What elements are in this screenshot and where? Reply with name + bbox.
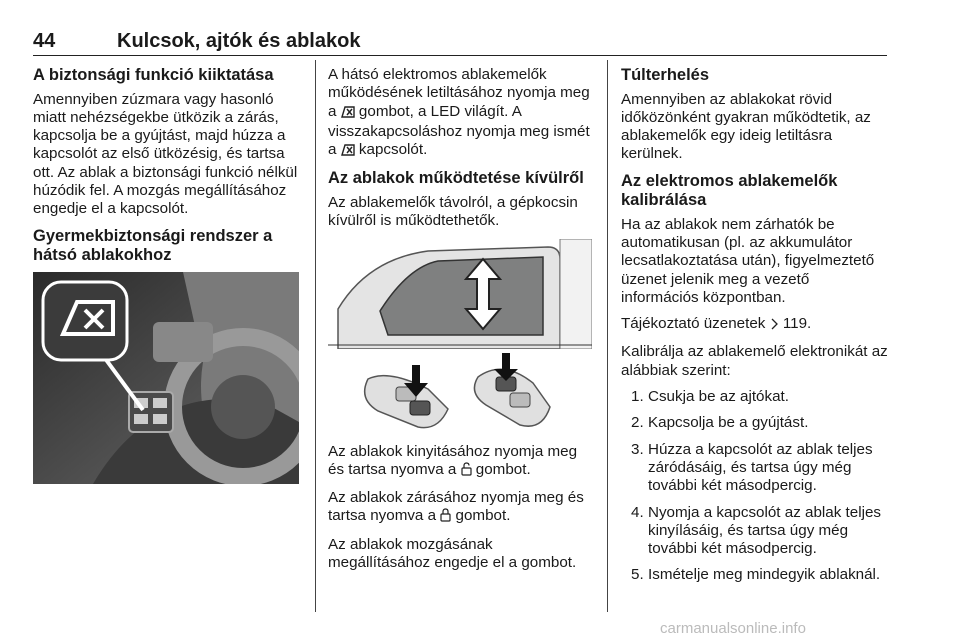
paragraph-close-windows — [328, 489, 593, 528]
column-left — [33, 66, 301, 484]
step-number: 4. — [631, 503, 644, 521]
step-text: Ismételje meg mindegyik ablaknál. — [648, 566, 881, 584]
column-divider-2 — [607, 60, 608, 612]
paragraph-child-lock — [328, 66, 593, 161]
car-window-illustration — [328, 239, 592, 349]
text-fragment: gombot. — [455, 507, 511, 525]
door-panel-photo — [33, 272, 299, 484]
text-fragment: Az ablakok zárásához nyomja meg és tartsa nyomva a — [328, 489, 584, 525]
text-fragment: Tájékoztató üzenetek — [621, 315, 766, 333]
text-fragment: Az ablakok kinyitásához nyomja meg és tartsa nyomva a — [328, 442, 578, 478]
column-divider-1 — [315, 60, 316, 612]
paragraph-overload: Amennyiben az ablakokat rövid időközönként gyakran működtetik, az ablakemelők egy ideig letiltásra kerülnek. — [621, 90, 871, 163]
text-fragment: kapcsolót. — [358, 141, 428, 159]
paragraph-info-messages — [621, 315, 891, 335]
text-fragment: gombot, a LED világít. A visszakapcsoláshoz nyomja meg ismét a — [328, 102, 590, 159]
calibration-step — [621, 414, 891, 432]
watermark: carmanualsonline.info — [660, 620, 806, 637]
step-text: Csukja be az ajtókat. — [648, 388, 789, 406]
page-header — [33, 30, 887, 54]
step-text: Húzza a kapcsolót az ablak teljes záródásáig, és tartsa úgy még további két másodpercig. — [648, 440, 873, 495]
heading-child-lock: Gyermekbiztonsági rendszer a hátsó ablakokhoz — [33, 226, 273, 265]
calibration-step — [621, 566, 891, 584]
child-lock-figure — [33, 272, 301, 484]
column-right — [621, 66, 891, 593]
paragraph-open-windows — [328, 443, 593, 482]
heading-remote-operation: Az ablakok működtetése kívülről — [328, 169, 584, 188]
page-reference-link[interactable]: 119. — [782, 315, 812, 333]
header-rule — [33, 55, 887, 56]
step-number: 1. — [631, 388, 644, 406]
column-middle — [328, 66, 593, 580]
running-title: Kulcsok, ajtók és ablakok — [117, 30, 361, 52]
paragraph-remote-operation: Az ablakemelők távolról, a gépkocsin kívülről is működtethetők. — [328, 193, 578, 230]
key-fob-lock — [474, 353, 550, 426]
paragraph-calibration-intro: Ha az ablakok nem zárhatók be automatikusan (pl. az akkumulátor lecsatlakoztatása után), figyelmeztető üzenet jelenik meg a vezető információs központban. — [621, 215, 875, 306]
calibration-step — [621, 504, 891, 559]
calibration-step — [621, 388, 891, 406]
step-number: 3. — [631, 440, 644, 458]
heading-safety-override: A biztonsági funkció kiiktatása — [33, 66, 274, 84]
step-number: 5. — [631, 566, 644, 584]
text-fragment: gombot. — [475, 460, 531, 478]
page-reference-arrow-icon — [770, 317, 779, 335]
page-number: 44 — [33, 30, 56, 52]
window-lock-icon — [341, 143, 355, 161]
calibration-steps-list — [621, 388, 891, 585]
heading-overload: Túlterhelés — [621, 66, 710, 84]
heading-calibration: Az elektromos ablakemelők kalibrálása — [621, 171, 838, 210]
remote-window-figure — [328, 239, 593, 439]
key-fob-unlock — [365, 365, 448, 428]
paragraph-calibrate-steps-intro: Kalibrálja az ablakemelő elektronikát az alábbiak szerint: — [621, 343, 888, 379]
calibration-step — [621, 441, 891, 496]
step-number: 2. — [631, 414, 644, 432]
unlocked-padlock-icon — [461, 462, 472, 481]
paragraph-safety-override: Amennyiben zúzmara vagy hasonló miatt nehézségekbe ütközik a zárás, kapcsolja be a gyújtást, majd húzza a kapcsolót az első ütközésig, és tartsa ott. Az ablak a biztonsági funkció nélkül húzódik fel. A mozgás megállításához engedje el a kapcsolót. — [33, 90, 298, 218]
paragraph-stop-windows: Az ablakok mozgásának megállításához engedje el a gombot. — [328, 535, 577, 572]
text-fragment: A hátsó elektromos ablakemelők működésének letiltásához nyomja meg a — [328, 66, 590, 120]
window-lock-icon — [341, 105, 355, 123]
step-text: Kapcsolja be a gyújtást. — [648, 414, 809, 432]
locked-padlock-icon — [440, 508, 451, 527]
key-fobs-illustration — [328, 349, 592, 439]
step-text: Nyomja a kapcsolót az ablak teljes kinyílásáig, és tartsa úgy még további két másodpercig. — [648, 503, 881, 558]
